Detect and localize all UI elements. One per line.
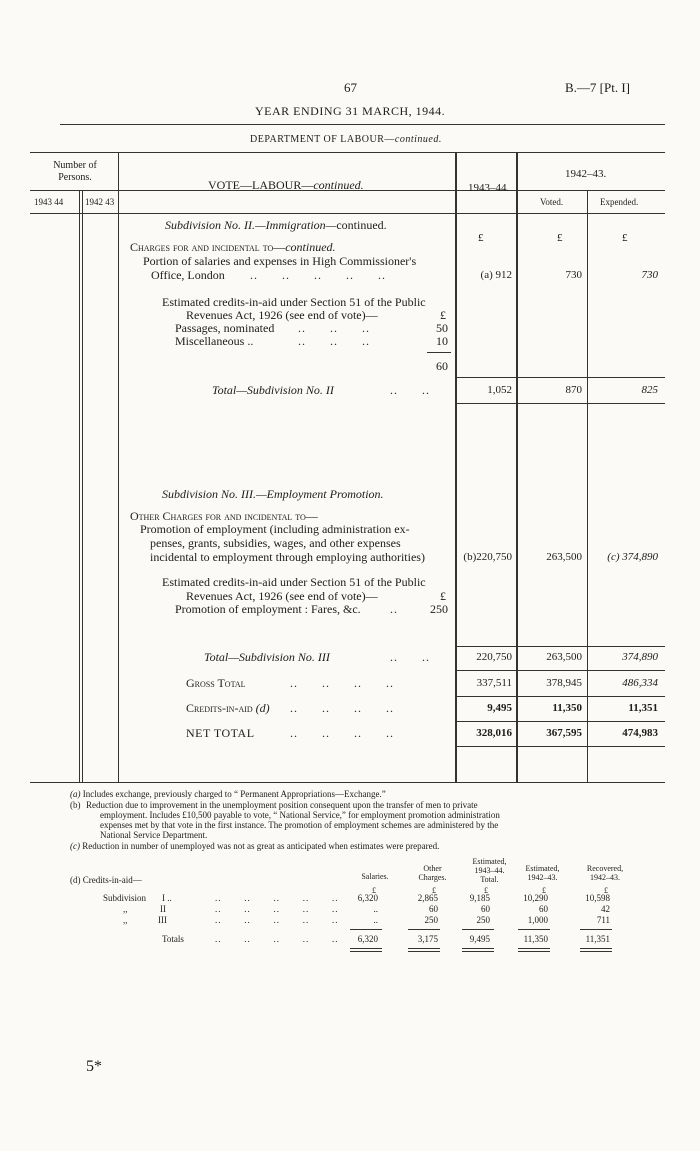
- ct-total-cell: 3,175: [417, 934, 438, 944]
- credits-ii-total: 60: [436, 359, 448, 373]
- table-top-rule: [30, 152, 665, 153]
- gross-total-voted: 378,945: [546, 677, 582, 689]
- ct-cell: 2,865: [417, 893, 438, 903]
- ct-cell: 6,320: [357, 893, 378, 903]
- sub-ii-total-voted: 870: [565, 384, 582, 396]
- credits-in-aid-1943: 9,495: [487, 702, 512, 714]
- gross-total-label: Gross Total: [186, 676, 246, 690]
- leader-dots: .. ..: [390, 650, 430, 664]
- ct-cell: 250: [476, 915, 490, 925]
- persons-1943-heading: 1943 44: [34, 197, 64, 207]
- gross-total-expended: 486,334: [622, 677, 658, 689]
- sub-iii-total-rule: [455, 646, 665, 647]
- ct-total-cell: 11,350: [523, 934, 548, 944]
- credits-table-label: (d) Credits-in-aid—: [70, 875, 142, 885]
- persons-col-divider: [118, 152, 119, 782]
- currency-voted: £: [557, 232, 563, 244]
- credits-ii-line1: Estimated credits-in-aid under Section 51 of the Public: [162, 295, 426, 309]
- credits-ii-line2: Revenues Act, 1926 (see end of vote)—: [186, 308, 378, 322]
- rule-top: [60, 124, 665, 125]
- net-total-label: NET TOTAL: [186, 726, 255, 740]
- promo-1943: (b)220,750: [463, 551, 512, 563]
- ct-row-label: Subdivision: [103, 893, 147, 903]
- promo-line2: penses, grants, subsidies, wages, and other expenses: [150, 536, 401, 550]
- leader-dots: .. .. .. .. ..: [215, 915, 339, 925]
- number-of-persons-heading: Number of Persons.: [53, 160, 97, 183]
- currency-expended: £: [622, 232, 628, 244]
- ct-rule: [580, 929, 612, 930]
- ct-currency: £: [372, 886, 376, 895]
- vote-title: VOTE—LABOUR—continued.: [208, 178, 364, 192]
- leader-dots: ..: [390, 602, 398, 616]
- ct-rule: [350, 929, 382, 930]
- footnote-c: (c) Reduction in number of unemployed was not as great as anticipated when estimates were prepared.: [70, 841, 440, 851]
- charges-heading-iii: Other Charges for and incidental to—: [130, 509, 318, 523]
- credits-in-aid-rule: [455, 721, 665, 722]
- ct-currency: £: [484, 886, 488, 895]
- net-total-rule: [455, 746, 665, 747]
- ct-double-rule: [408, 948, 440, 949]
- ct-cell: 42: [601, 904, 610, 914]
- recovered-heading: Recovered, 1942–43.: [586, 864, 624, 882]
- subdivision-ii-title: Subdivision No. II.—Immigration—continued.: [165, 218, 387, 232]
- ct-double-rule: [350, 948, 382, 949]
- passages-label: Passages, nominated: [175, 321, 275, 335]
- misc-label: Miscellaneous ..: [175, 334, 254, 348]
- net-total-1943: 328,016: [476, 727, 512, 739]
- other-charges-heading: Other Charges.: [418, 864, 447, 882]
- ct-cell: 60: [481, 904, 490, 914]
- hc-salaries-1943: (a) 912: [480, 269, 512, 281]
- year-title: YEAR ENDING 31 MARCH, 1944.: [255, 104, 446, 118]
- promo-voted: 263,500: [546, 551, 582, 563]
- footnote-b-line2: employment. Includes £10,500 payable to vote, “ National Service,” for employment promotion administration: [100, 810, 500, 820]
- year-1942-43-heading: 1942–43.: [565, 168, 607, 180]
- subdivision-iii-title: Subdivision No. III.—Employment Promotion.: [162, 487, 384, 501]
- net-total-voted: 367,595: [546, 727, 582, 739]
- credits-in-aid-label: Credits-in-aid (d): [186, 701, 270, 715]
- footnote-b-line3: expenses met by that vote in the first instance. The promotion of employment schemes are administered by the: [100, 820, 499, 830]
- footnote-b-line1: Reduction due to improvement in the unemployment position consequent upon the transfer of men to private: [86, 800, 478, 810]
- promo-expended: (c) 374,890: [607, 551, 658, 563]
- ct-cell: 711: [596, 915, 610, 925]
- footnote-a: (a) Includes exchange, previously charged to “ Permanent Appropriations—Exchange.”: [70, 789, 386, 799]
- fares-value: 250: [430, 602, 448, 616]
- salaries-heading: Salaries.: [361, 872, 389, 881]
- credits-iii-currency: £: [440, 589, 446, 603]
- ct-double-rule: [580, 951, 612, 952]
- persons-subdivider: [79, 190, 80, 782]
- ct-double-rule: [350, 951, 382, 952]
- persons-subdivider-2: [82, 190, 83, 782]
- ct-currency: £: [432, 886, 436, 895]
- estimated-heading: Estimated, 1942–43.: [525, 864, 560, 882]
- ct-totals-label: Totals: [162, 934, 184, 944]
- ct-double-rule: [518, 948, 550, 949]
- charges-heading-ii: Charges for and incidental to—continued.: [130, 240, 336, 254]
- ct-currency: £: [604, 886, 608, 895]
- ct-total-cell: 11,351: [585, 934, 610, 944]
- credits-ii-rule: [427, 352, 451, 353]
- sub-ii-total-expended: 825: [641, 384, 658, 396]
- leader-dots: .. .. .. .. ..: [215, 934, 339, 944]
- ct-rule: [462, 929, 494, 930]
- leader-dots: .. .. .. ..: [290, 676, 394, 690]
- ct-double-rule: [408, 951, 440, 952]
- ct-currency: £: [542, 886, 546, 895]
- ct-cell: 250: [424, 915, 438, 925]
- ct-total-cell: 9,495: [469, 934, 490, 944]
- ct-row-num: III: [158, 915, 167, 925]
- sub-iii-total-label: Total—Subdivision No. III: [204, 650, 330, 664]
- expended-heading: Expended.: [600, 197, 639, 207]
- ct-row-num: II: [160, 904, 166, 914]
- net-total-expended: 474,983: [622, 727, 658, 739]
- head-rule-bottom: [30, 213, 665, 214]
- leader-dots: .. .. .. ..: [290, 701, 394, 715]
- ct-cell: ..: [373, 904, 378, 914]
- leader-dots: .. .. .. .. ..: [250, 268, 386, 282]
- sub-iii-total-rule-bottom: [455, 670, 665, 671]
- ct-double-rule: [518, 951, 550, 952]
- ct-double-rule: [580, 948, 612, 949]
- voted-heading: Voted.: [540, 197, 564, 207]
- misc-value: 10: [436, 334, 448, 348]
- report-reference: B.—7 [Pt. I]: [565, 80, 630, 95]
- ct-double-rule: [462, 951, 494, 952]
- sub-ii-total-1943: 1,052: [487, 384, 512, 396]
- footnote-b-line4: National Service Department.: [100, 830, 208, 840]
- ct-cell: 1,000: [527, 915, 548, 925]
- page-number: 67: [344, 80, 357, 95]
- credits-in-aid-voted: 11,350: [552, 702, 582, 714]
- leader-dots: .. .. ..: [298, 321, 370, 335]
- ct-cell: 9,185: [469, 893, 490, 903]
- hc-salaries-voted: 730: [565, 269, 582, 281]
- gross-total-1943: 337,511: [476, 677, 512, 689]
- leader-dots: .. .. ..: [298, 334, 370, 348]
- hc-salaries-expended: 730: [641, 269, 658, 281]
- department-title: DEPARTMENT OF LABOUR—continued.: [250, 134, 442, 145]
- ct-cell: 10,290: [523, 893, 548, 903]
- promo-line1: Promotion of employment (including administration ex-: [140, 522, 410, 536]
- sub-iii-total-expended: 374,890: [622, 651, 658, 663]
- ct-row-label: ,,: [123, 915, 128, 925]
- footnote-b-mark: (b): [70, 800, 81, 810]
- ct-double-rule: [462, 948, 494, 949]
- hc-salaries-line2: Office, London: [151, 268, 225, 282]
- credits-iii-line1: Estimated credits-in-aid under Section 51 of the Public: [162, 575, 426, 589]
- leader-dots: .. .. .. .. ..: [215, 893, 339, 903]
- ct-row-label: ,,: [123, 904, 128, 914]
- fares-label: Promotion of employment : Fares, &c.: [175, 602, 361, 616]
- sub-ii-total-rule: [455, 377, 665, 378]
- est-total-heading: Estimated, 1943–44. Total.: [472, 857, 507, 884]
- ct-rule: [408, 929, 440, 930]
- persons-1942-heading: 1942 43: [85, 197, 115, 207]
- ct-total-cell: 6,320: [357, 934, 378, 944]
- sub-iii-total-1943: 220,750: [476, 651, 512, 663]
- leader-dots: .. .. .. ..: [290, 726, 394, 740]
- promo-line3: incidental to employment through employing authorities): [150, 550, 425, 564]
- currency-1943: £: [478, 232, 484, 244]
- sub-ii-total-rule-bottom: [455, 403, 665, 404]
- voted-expended-divider: [587, 190, 588, 782]
- table-bottom-rule: [30, 782, 665, 783]
- ct-cell: 60: [429, 904, 438, 914]
- hc-salaries-line1: Portion of salaries and expenses in High Commissioner's: [143, 254, 417, 268]
- year-1943-44-heading: 1943–44.: [468, 182, 510, 194]
- credits-ii-currency: £: [440, 308, 446, 322]
- col-1942-divider: [516, 152, 518, 782]
- ct-cell: 10,598: [585, 893, 610, 903]
- leader-dots: .. ..: [390, 383, 430, 397]
- ct-row-num: I ..: [162, 893, 172, 903]
- ct-cell: ..: [373, 915, 378, 925]
- ct-cell: 60: [539, 904, 548, 914]
- signature-mark: 5*: [86, 1058, 102, 1075]
- credits-in-aid-expended: 11,351: [628, 702, 658, 714]
- credits-iii-line2: Revenues Act, 1926 (see end of vote)—: [186, 589, 378, 603]
- sub-iii-total-voted: 263,500: [546, 651, 582, 663]
- passages-value: 50: [436, 321, 448, 335]
- gross-total-rule: [455, 696, 665, 697]
- leader-dots: .. .. .. .. ..: [215, 904, 339, 914]
- sub-ii-total-label: Total—Subdivision No. II: [212, 383, 334, 397]
- ct-rule: [518, 929, 550, 930]
